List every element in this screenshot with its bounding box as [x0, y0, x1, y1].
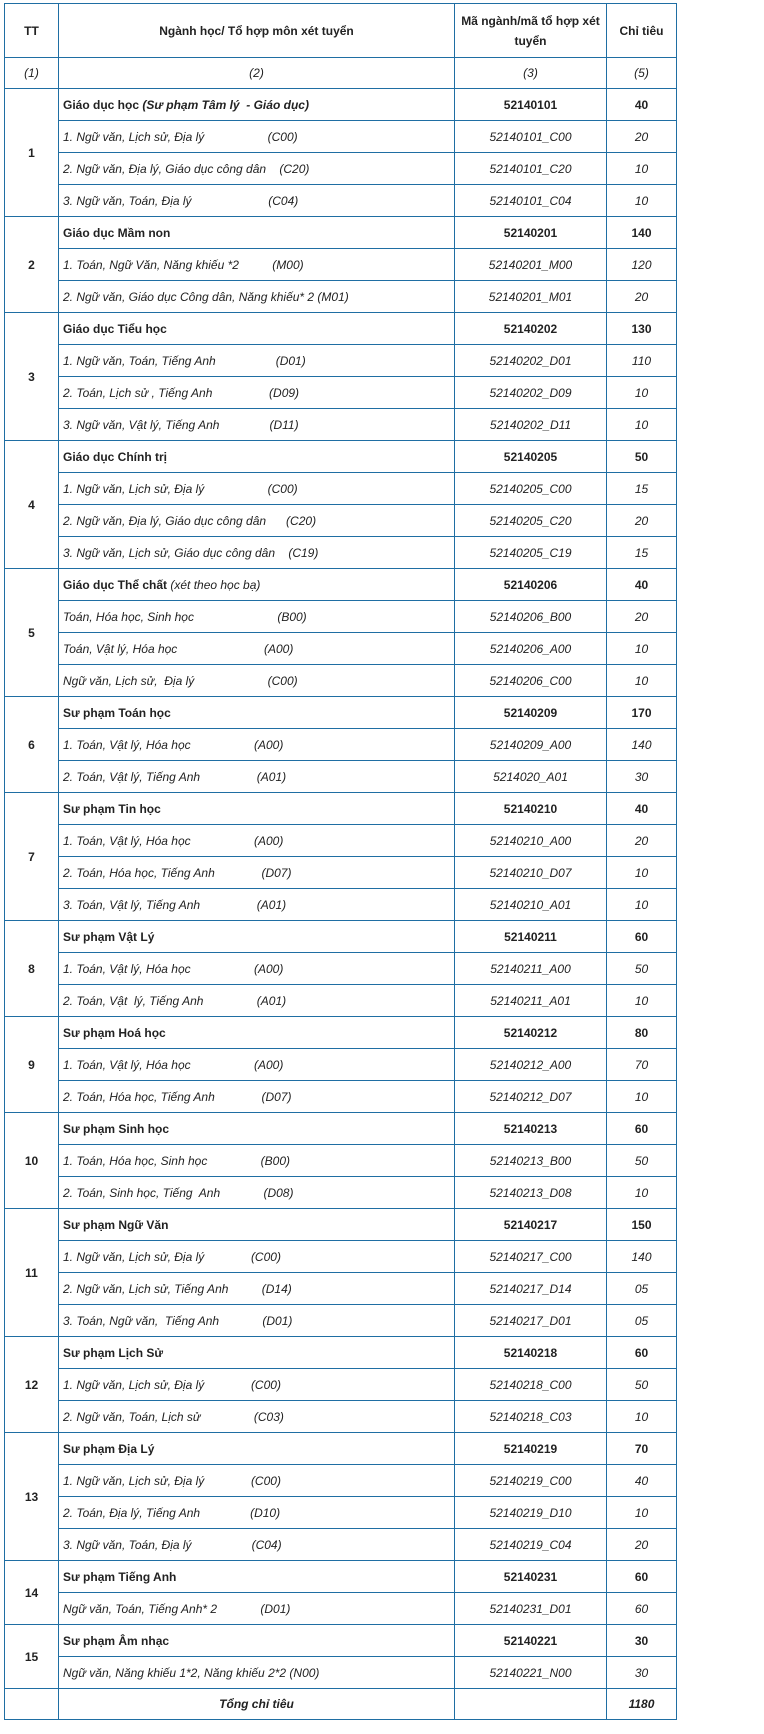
total-label: Tổng chỉ tiêu	[59, 1689, 455, 1720]
combination-code: 52140212_D07	[455, 1081, 607, 1113]
combination-row	[5, 537, 677, 569]
combination-row	[5, 1049, 677, 1081]
combination-row	[5, 345, 677, 377]
program-quota: 130	[607, 313, 677, 345]
combination-row	[5, 473, 677, 505]
combination-label: 2. Toán, Địa lý, Tiếng Anh (D10)	[59, 1497, 455, 1529]
program-name: Giáo dục học	[63, 97, 140, 112]
combination-quota: 10	[607, 857, 677, 889]
combination-row	[5, 601, 677, 633]
total-value: 1180	[607, 1689, 677, 1720]
combination-row	[5, 377, 677, 409]
program-name: Sư phạm Vật Lý	[63, 929, 155, 944]
combination-code: 52140219_D10	[455, 1497, 607, 1529]
combination-label: 2. Ngữ văn, Giáo dục Công dân, Năng khiếu* 2 (M01)	[59, 281, 455, 313]
program-quota: 170	[607, 697, 677, 729]
combination-label: 2. Toán, Vật lý, Tiếng Anh (A01)	[59, 761, 455, 793]
program-quota: 40	[607, 89, 677, 121]
program-name-cell	[59, 313, 455, 345]
program-code: 52140219	[455, 1433, 607, 1465]
combination-quota: 20	[607, 505, 677, 537]
program-name: Sư phạm Âm nhạc	[63, 1633, 170, 1648]
combination-row	[5, 249, 677, 281]
program-code: 52140210	[455, 793, 607, 825]
combination-row	[5, 1145, 677, 1177]
combination-code: 52140202_D09	[455, 377, 607, 409]
combination-label: 3. Ngữ văn, Lịch sử, Giáo dục công dân (C19)	[59, 537, 455, 569]
combination-row	[5, 761, 677, 793]
column-index: (3)	[455, 58, 607, 89]
combination-row	[5, 1401, 677, 1433]
combination-label: Ngữ văn, Lịch sử, Địa lý (C00)	[59, 665, 455, 697]
program-note: (xét theo học bạ)	[167, 577, 261, 592]
combination-code: 52140217_D01	[455, 1305, 607, 1337]
program-number: 15	[5, 1625, 59, 1689]
program-quota: 30	[607, 1625, 677, 1657]
combination-label: 2. Toán, Hóa học, Tiếng Anh (D07)	[59, 857, 455, 889]
combination-row	[5, 633, 677, 665]
combination-quota: 20	[607, 1529, 677, 1561]
combination-label: 3. Toán, Ngữ văn, Tiếng Anh (D01)	[59, 1305, 455, 1337]
program-row	[5, 1337, 677, 1369]
combination-label: 1. Toán, Vật lý, Hóa học (A00)	[59, 953, 455, 985]
program-number: 6	[5, 697, 59, 793]
combination-code: 52140218_C03	[455, 1401, 607, 1433]
combination-row	[5, 185, 677, 217]
table-body	[5, 58, 677, 1689]
combination-quota: 10	[607, 1081, 677, 1113]
combination-quota: 10	[607, 409, 677, 441]
program-number: 8	[5, 921, 59, 1017]
combination-quota: 20	[607, 825, 677, 857]
combination-row	[5, 953, 677, 985]
admission-quota-table	[4, 3, 677, 1720]
program-code: 52140206	[455, 569, 607, 601]
program-number: 5	[5, 569, 59, 697]
table-header-row	[5, 4, 677, 58]
combination-label: 1. Toán, Ngữ Văn, Năng khiếu *2 (M00)	[59, 249, 455, 281]
combination-quota: 60	[607, 1593, 677, 1625]
combination-row	[5, 1273, 677, 1305]
program-row	[5, 697, 677, 729]
column-index: (5)	[607, 58, 677, 89]
program-row	[5, 793, 677, 825]
combination-code: 52140206_B00	[455, 601, 607, 633]
combination-quota: 70	[607, 1049, 677, 1081]
header-tt: TT	[5, 4, 59, 58]
program-name-cell	[59, 1561, 455, 1593]
combination-quota: 20	[607, 121, 677, 153]
combination-quota: 10	[607, 185, 677, 217]
combination-quota: 30	[607, 761, 677, 793]
program-row	[5, 1433, 677, 1465]
combination-code: 52140209_A00	[455, 729, 607, 761]
column-index-row	[5, 58, 677, 89]
combination-code: 52140201_M01	[455, 281, 607, 313]
program-code: 52140217	[455, 1209, 607, 1241]
combination-quota: 50	[607, 953, 677, 985]
combination-row	[5, 729, 677, 761]
program-note: (Sư phạm Tâm lý - Giáo dục)	[139, 97, 309, 112]
combination-row	[5, 153, 677, 185]
combination-quota: 05	[607, 1273, 677, 1305]
combination-quota: 20	[607, 281, 677, 313]
combination-code: 52140206_C00	[455, 665, 607, 697]
combination-code: 52140205_C19	[455, 537, 607, 569]
combination-label: 3. Toán, Vật lý, Tiếng Anh (A01)	[59, 889, 455, 921]
program-code: 52140218	[455, 1337, 607, 1369]
program-row	[5, 1561, 677, 1593]
program-number: 2	[5, 217, 59, 313]
combination-label: 1. Ngữ văn, Lịch sử, Địa lý (C00)	[59, 1241, 455, 1273]
program-code: 52140101	[455, 89, 607, 121]
combination-label: 2. Ngữ văn, Toán, Lịch sử (C03)	[59, 1401, 455, 1433]
program-name: Giáo dục Chính trị	[63, 449, 167, 464]
program-row	[5, 1209, 677, 1241]
combination-code: 52140202_D11	[455, 409, 607, 441]
program-code: 52140212	[455, 1017, 607, 1049]
program-name-cell	[59, 921, 455, 953]
program-row	[5, 569, 677, 601]
program-code: 52140205	[455, 441, 607, 473]
combination-label: 3. Ngữ văn, Toán, Địa lý (C04)	[59, 185, 455, 217]
combination-quota: 10	[607, 153, 677, 185]
combination-label: 1. Toán, Hóa học, Sinh học (B00)	[59, 1145, 455, 1177]
program-code: 52140221	[455, 1625, 607, 1657]
program-name: Sư phạm Địa Lý	[63, 1441, 155, 1456]
combination-label: 3. Ngữ văn, Toán, Địa lý (C04)	[59, 1529, 455, 1561]
combination-code: 52140213_D08	[455, 1177, 607, 1209]
program-quota: 60	[607, 921, 677, 953]
program-name-cell	[59, 1433, 455, 1465]
combination-quota: 40	[607, 1465, 677, 1497]
combination-label: 2. Toán, Lịch sử , Tiếng Anh (D09)	[59, 377, 455, 409]
combination-label: 1. Toán, Vật lý, Hóa học (A00)	[59, 1049, 455, 1081]
combination-code: 52140206_A00	[455, 633, 607, 665]
program-row	[5, 1625, 677, 1657]
program-name: Sư phạm Toán học	[63, 705, 171, 720]
combination-label: 1. Ngữ văn, Lịch sử, Địa lý (C00)	[59, 1369, 455, 1401]
program-row	[5, 1017, 677, 1049]
combination-row	[5, 1369, 677, 1401]
combination-row	[5, 665, 677, 697]
program-row	[5, 313, 677, 345]
combination-quota: 10	[607, 665, 677, 697]
combination-row	[5, 857, 677, 889]
combination-label: 2. Toán, Vật lý, Tiếng Anh (A01)	[59, 985, 455, 1017]
header-code: Mã ngành/mã tổ hợp xét tuyển	[455, 4, 607, 58]
program-quota: 40	[607, 569, 677, 601]
combination-row	[5, 825, 677, 857]
combination-code: 52140217_D14	[455, 1273, 607, 1305]
program-number: 14	[5, 1561, 59, 1625]
combination-quota: 15	[607, 473, 677, 505]
program-quota: 60	[607, 1561, 677, 1593]
program-code: 52140202	[455, 313, 607, 345]
combination-label: 1. Ngữ văn, Toán, Tiếng Anh (D01)	[59, 345, 455, 377]
program-name-cell	[59, 793, 455, 825]
program-name: Sư phạm Hoá học	[63, 1025, 166, 1040]
combination-code: 52140218_C00	[455, 1369, 607, 1401]
program-name: Sư phạm Sinh học	[63, 1121, 170, 1136]
program-quota: 140	[607, 217, 677, 249]
combination-label: 3. Ngữ văn, Vật lý, Tiếng Anh (D11)	[59, 409, 455, 441]
combination-code: 52140101_C04	[455, 185, 607, 217]
program-row	[5, 441, 677, 473]
program-number: 1	[5, 89, 59, 217]
total-row	[5, 1689, 677, 1720]
program-name: Giáo dục Tiểu học	[63, 321, 167, 336]
combination-quota: 10	[607, 1497, 677, 1529]
combination-code: 52140211_A00	[455, 953, 607, 985]
combination-quota: 140	[607, 729, 677, 761]
combination-code: 52140212_A00	[455, 1049, 607, 1081]
combination-code: 5214020_A01	[455, 761, 607, 793]
combination-quota: 50	[607, 1145, 677, 1177]
combination-code: 52140101_C00	[455, 121, 607, 153]
combination-code: 52140210_D07	[455, 857, 607, 889]
program-quota: 70	[607, 1433, 677, 1465]
combination-label: 2. Ngữ văn, Địa lý, Giáo dục công dân (C20)	[59, 505, 455, 537]
program-name-cell	[59, 1209, 455, 1241]
program-name-cell	[59, 1625, 455, 1657]
combination-label: 1. Toán, Vật lý, Hóa học (A00)	[59, 729, 455, 761]
combination-row	[5, 1465, 677, 1497]
combination-code: 52140213_B00	[455, 1145, 607, 1177]
combination-quota: 10	[607, 1401, 677, 1433]
combination-quota: 10	[607, 1177, 677, 1209]
program-number: 4	[5, 441, 59, 569]
program-code: 52140231	[455, 1561, 607, 1593]
header-program: Ngành học/ Tổ hợp môn xét tuyển	[59, 4, 455, 58]
combination-label: Toán, Vật lý, Hóa học (A00)	[59, 633, 455, 665]
combination-row	[5, 1497, 677, 1529]
combination-code: 52140211_A01	[455, 985, 607, 1017]
program-name-cell	[59, 1337, 455, 1369]
combination-row	[5, 1177, 677, 1209]
program-name-cell	[59, 697, 455, 729]
combination-code: 52140210_A01	[455, 889, 607, 921]
combination-quota: 10	[607, 377, 677, 409]
program-quota: 50	[607, 441, 677, 473]
program-name-cell	[59, 569, 455, 601]
combination-quota: 10	[607, 633, 677, 665]
combination-code: 52140205_C20	[455, 505, 607, 537]
program-name-cell	[59, 441, 455, 473]
combination-row	[5, 889, 677, 921]
program-number: 12	[5, 1337, 59, 1433]
program-quota: 80	[607, 1017, 677, 1049]
combination-code: 52140219_C00	[455, 1465, 607, 1497]
program-number: 13	[5, 1433, 59, 1561]
combination-row	[5, 1593, 677, 1625]
program-name-cell	[59, 89, 455, 121]
combination-code: 52140219_C04	[455, 1529, 607, 1561]
program-code: 52140209	[455, 697, 607, 729]
program-quota: 60	[607, 1113, 677, 1145]
combination-quota: 110	[607, 345, 677, 377]
combination-row	[5, 1529, 677, 1561]
combination-quota: 20	[607, 601, 677, 633]
combination-label: Ngữ văn, Toán, Tiếng Anh* 2 (D01)	[59, 1593, 455, 1625]
combination-label: 2. Toán, Sinh học, Tiếng Anh (D08)	[59, 1177, 455, 1209]
program-code: 52140211	[455, 921, 607, 953]
program-name: Sư phạm Lịch Sử	[63, 1345, 164, 1360]
combination-code: 52140101_C20	[455, 153, 607, 185]
combination-row	[5, 1081, 677, 1113]
combination-code: 52140205_C00	[455, 473, 607, 505]
combination-code: 52140221_N00	[455, 1657, 607, 1689]
program-row	[5, 1113, 677, 1145]
combination-label: 2. Toán, Hóa học, Tiếng Anh (D07)	[59, 1081, 455, 1113]
combination-row	[5, 985, 677, 1017]
combination-quota: 30	[607, 1657, 677, 1689]
combination-row	[5, 409, 677, 441]
combination-code: 52140202_D01	[455, 345, 607, 377]
program-row	[5, 89, 677, 121]
combination-label: Toán, Hóa học, Sinh học (B00)	[59, 601, 455, 633]
program-number: 9	[5, 1017, 59, 1113]
program-number: 11	[5, 1209, 59, 1337]
combination-row	[5, 281, 677, 313]
combination-quota: 15	[607, 537, 677, 569]
program-number: 10	[5, 1113, 59, 1209]
program-name: Sư phạm Tin học	[63, 801, 161, 816]
program-quota: 60	[607, 1337, 677, 1369]
program-name: Sư phạm Tiếng Anh	[63, 1569, 177, 1584]
header-quota: Chỉ tiêu	[607, 4, 677, 58]
column-index: (1)	[5, 58, 59, 89]
program-name: Giáo dục Mầm non	[63, 225, 171, 240]
combination-label: 1. Ngữ văn, Lịch sử, Địa lý (C00)	[59, 473, 455, 505]
program-name: Sư phạm Ngữ Văn	[63, 1217, 169, 1232]
combination-code: 52140231_D01	[455, 1593, 607, 1625]
combination-code: 52140201_M00	[455, 249, 607, 281]
program-quota: 150	[607, 1209, 677, 1241]
combination-row	[5, 121, 677, 153]
program-number: 7	[5, 793, 59, 921]
program-quota: 40	[607, 793, 677, 825]
combination-label: Ngữ văn, Năng khiếu 1*2, Năng khiếu 2*2 (N00)	[59, 1657, 455, 1689]
combination-label: 1. Ngữ văn, Lịch sử, Địa lý (C00)	[59, 121, 455, 153]
combination-code: 52140217_C00	[455, 1241, 607, 1273]
program-name: Giáo dục Thể chất	[63, 577, 168, 592]
combination-quota: 140	[607, 1241, 677, 1273]
combination-row	[5, 505, 677, 537]
program-row	[5, 217, 677, 249]
column-index: (2)	[59, 58, 455, 89]
program-name-cell	[59, 1113, 455, 1145]
combination-label: 2. Ngữ văn, Lịch sử, Tiếng Anh (D14)	[59, 1273, 455, 1305]
combination-row	[5, 1657, 677, 1689]
program-row	[5, 921, 677, 953]
combination-row	[5, 1305, 677, 1337]
combination-row	[5, 1241, 677, 1273]
combination-quota: 05	[607, 1305, 677, 1337]
combination-quota: 10	[607, 985, 677, 1017]
combination-label: 1. Toán, Vật lý, Hóa học (A00)	[59, 825, 455, 857]
combination-quota: 10	[607, 889, 677, 921]
combination-quota: 120	[607, 249, 677, 281]
combination-quota: 50	[607, 1369, 677, 1401]
combination-label: 1. Ngữ văn, Lịch sử, Địa lý (C00)	[59, 1465, 455, 1497]
program-code: 52140213	[455, 1113, 607, 1145]
program-name-cell	[59, 217, 455, 249]
combination-label: 2. Ngữ văn, Địa lý, Giáo dục công dân (C20)	[59, 153, 455, 185]
program-number: 3	[5, 313, 59, 441]
program-code: 52140201	[455, 217, 607, 249]
program-name-cell	[59, 1017, 455, 1049]
combination-code: 52140210_A00	[455, 825, 607, 857]
